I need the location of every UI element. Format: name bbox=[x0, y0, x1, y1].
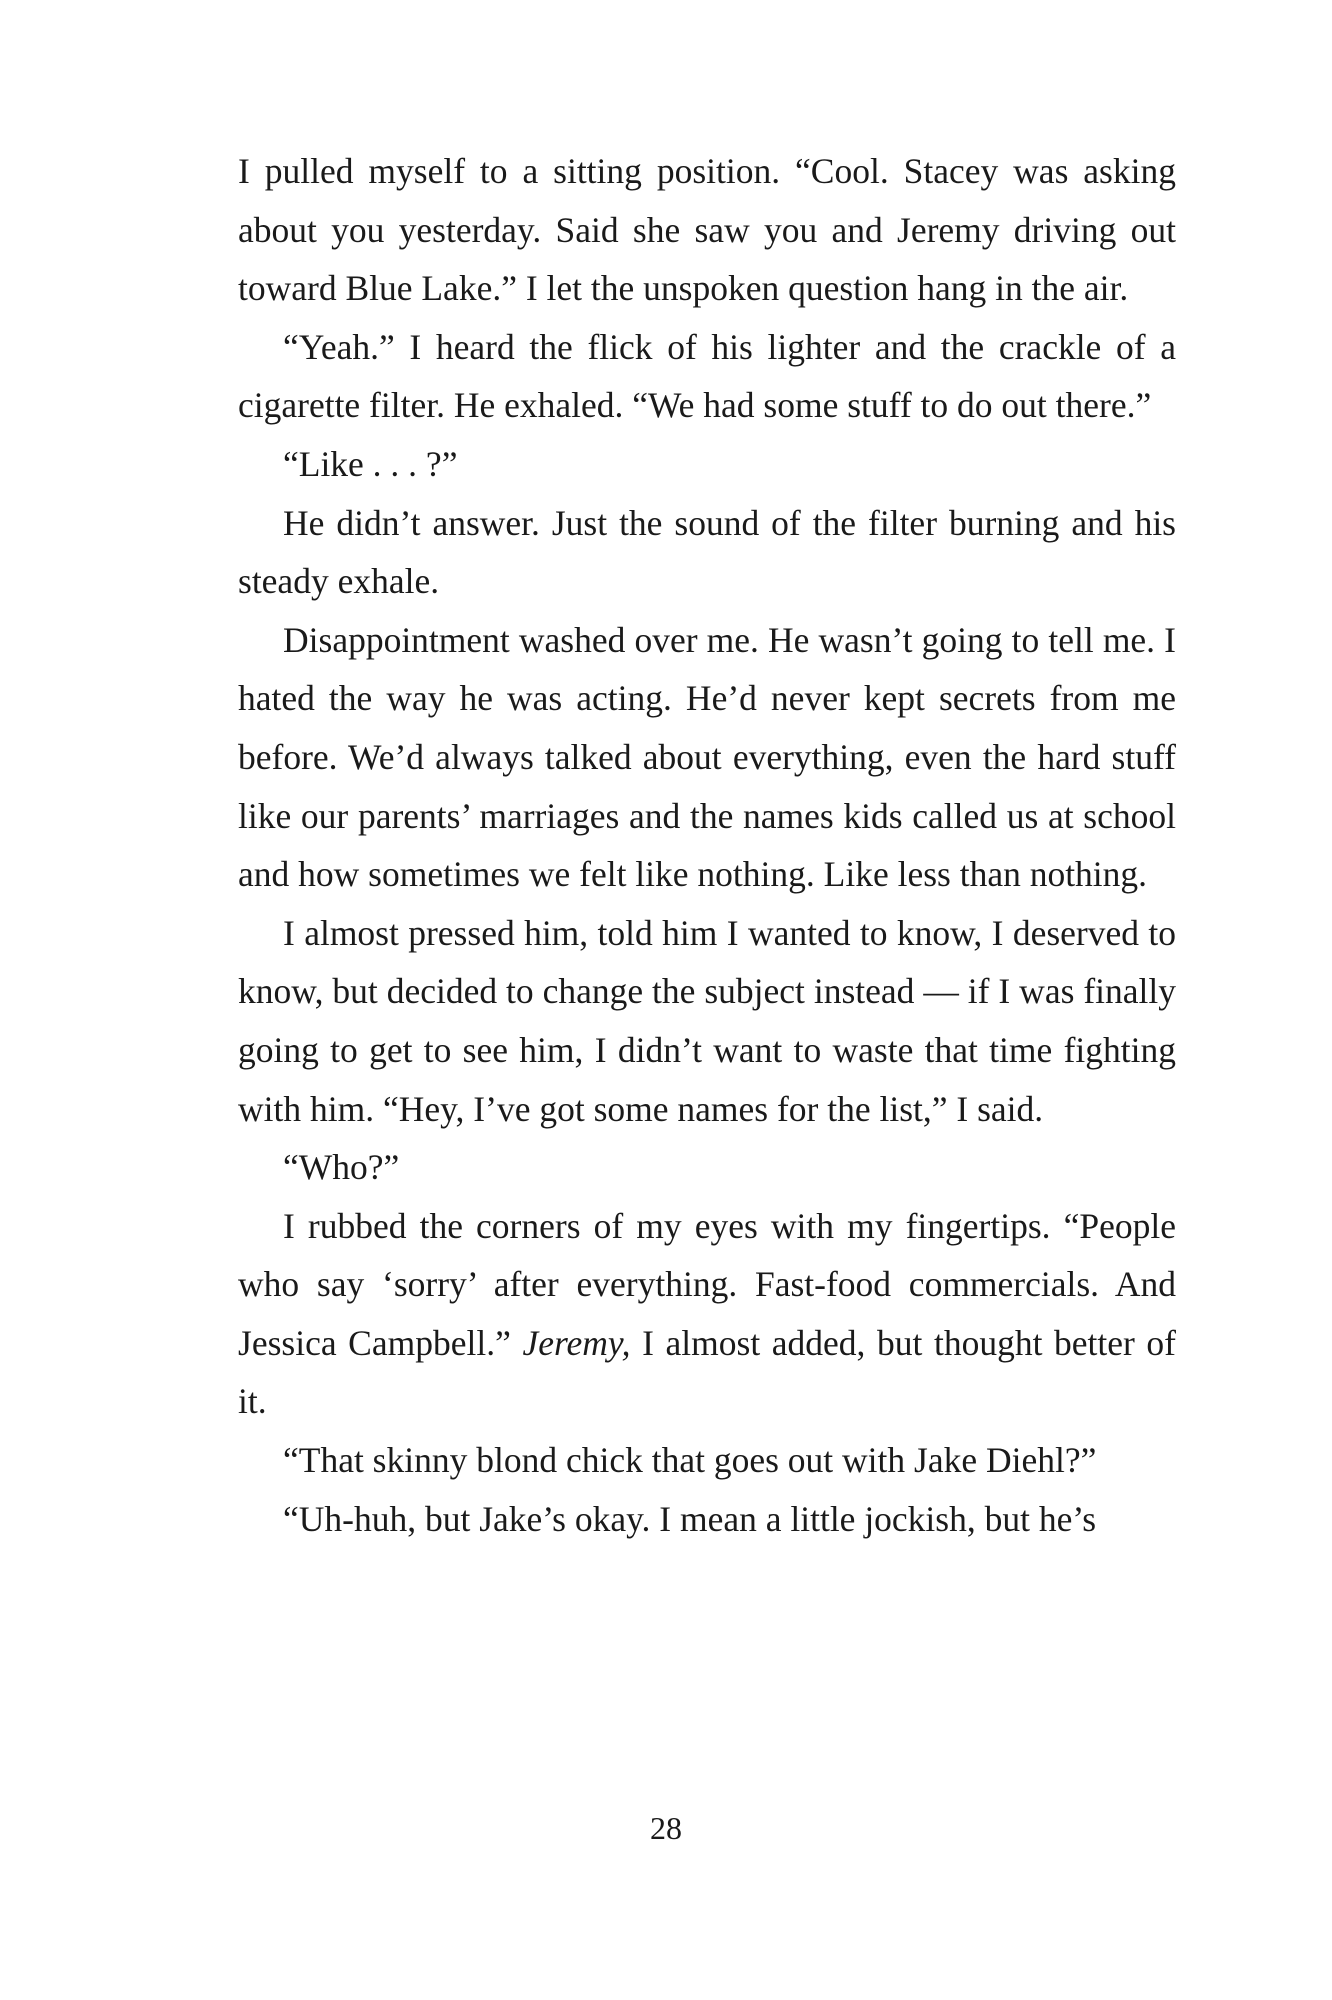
body-text bbox=[238, 142, 1176, 1548]
paragraph: “Who?” bbox=[283, 1147, 400, 1188]
paragraph-with-italic bbox=[238, 1197, 1176, 1431]
paragraph-text: I almost added, but thought better of it. bbox=[238, 1322, 1177, 1422]
paragraph: “Like . . . ?” bbox=[283, 443, 458, 484]
paragraph: “That skinny blond chick that goes out with Jake Diehl?” bbox=[283, 1440, 1097, 1481]
paragraph: I almost pressed him, told him I wanted to know, I deserved to know, but decided to change the subject instead — if I was finally going to get to see him, I didn’t want to waste that time fighting with him. “Hey, I’ve got some names for the list,” I said. bbox=[238, 912, 1176, 1129]
paragraph: I pulled myself to a sitting position. “Cool. Stacey was asking about you yesterday. Said she saw you and Jeremy driving out toward Blue Lake.” I let the unspoken question hang in the air. bbox=[238, 151, 1176, 309]
paragraph-text: I rubbed the corners of my eyes with my fingertips. “People who say ‘sorry’ after everything. Fast-food commercials. And Jessica Campbell.” bbox=[238, 1205, 1176, 1363]
paragraph: Disappointment washed over me. He wasn’t going to tell me. I hated the way he was acting. He’d never kept secrets from me before. We’d always talked about everything, even the hard stuff like our parents’ marriages and the names kids called us at school and how sometimes we felt like nothing. Like less than nothing. bbox=[238, 619, 1176, 895]
page-number: 28 bbox=[650, 1810, 682, 1846]
paragraph: “Yeah.” I heard the flick of his lighter and the crackle of a cigarette filter. He exhaled. “We had some stuff to do out there.” bbox=[238, 326, 1176, 426]
paragraph: He didn’t answer. Just the sound of the filter burning and his steady exhale. bbox=[238, 502, 1176, 602]
italic-text: Jeremy, bbox=[522, 1322, 631, 1363]
paragraph-continued: “Uh-huh, but Jake’s okay. I mean a little jockish, but he’s bbox=[283, 1498, 1097, 1539]
